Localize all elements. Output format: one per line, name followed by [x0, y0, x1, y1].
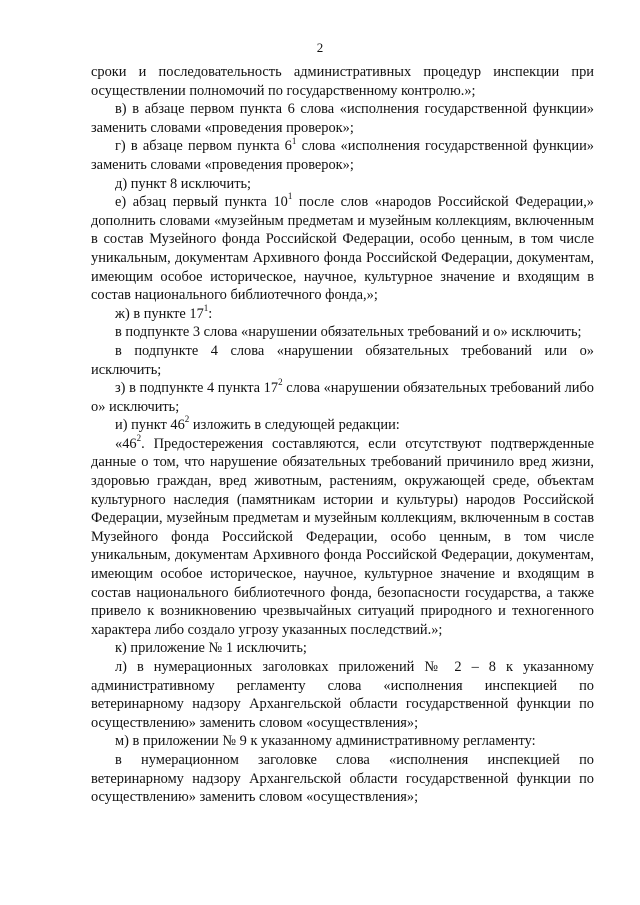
superscript-index: 1 — [291, 135, 297, 146]
paragraph — [91, 100, 594, 137]
paragraph — [91, 658, 594, 732]
paragraph — [91, 137, 594, 174]
document-body — [91, 63, 594, 807]
paragraph-text: м) в приложении № 9 к указанному административному регламенту: — [115, 733, 536, 750]
superscript-index: 1 — [203, 302, 209, 313]
superscript-index: 2 — [136, 433, 142, 444]
paragraph-text: и) пункт 46 — [115, 417, 185, 434]
paragraph-text: после слов «народов Российской Федерации,» дополнить словами «музейным предметам и музейным коллекциям, включенным в состав Музейного фонда Российской Федерации, особо ценным, в том числе уникальным, документам Архивного фонда Российской Федерации, документам, имеющим особое историческое, научное, культурное значение и входящим в состав национального библиотечного фонда,»; — [91, 194, 594, 304]
paragraph — [91, 435, 594, 640]
page-number: 2 — [316, 40, 324, 55]
paragraph-text: в подпункте 3 слова «нарушении обязательных требований и о» исключить; — [115, 324, 582, 341]
paragraph — [91, 63, 594, 100]
paragraph-text: . Предостережения составляются, если отсутствуют подтвержденные данные о том, что нарушение обязательных требований причинило вред жизни, здоровью граждан, вред животным, растениям, окружающей среде, объектам культурного наследия (памятникам истории и культуры) народов Российской Федерации, музейным предметам и музейным коллекциям, включенным в состав Музейного фонда Российской Федерации, особо ценным, в том числе уникальным, документам Архивного фонда Российской Федерации, документам, имеющим особое историческое, научное, культурное значение и входящим в состав национального библиотечного фонда, безопасности государства, а также привело к возникновению чрезвычайных ситуаций природного и техногенного характера либо создало угрозу указанных последствий.»; — [91, 435, 594, 638]
superscript-index: 2 — [184, 414, 190, 425]
paragraph-text: л) в нумерационных заголовках приложений № 2 – 8 к указанному административному регламенту слова «исполнения инспекцией по ветеринарному надзору Архангельской области государственной функции по осуществлению» заменить словом «осуществления»; — [91, 659, 594, 731]
paragraph-text: в подпункте 4 слова «нарушении обязательных требований или о» исключить; — [91, 342, 594, 378]
paragraph — [91, 416, 594, 435]
paragraph-text: слова «исполнения государственной функции» заменить словами «проведения проверок»; — [91, 138, 594, 173]
paragraph — [91, 302, 594, 324]
paragraph-text: сроки и последовательность административных процедур инспекции при осуществлении полномочий по государственному контролю.»; — [91, 64, 594, 99]
paragraph-text: е) абзац первый пункта 10 — [115, 194, 288, 211]
paragraph-text: «46 — [115, 435, 137, 452]
paragraph — [91, 639, 594, 658]
paragraph-text: в нумерационном заголовке слова «исполнения инспекцией по ветеринарному надзору Архангельской области государственной функции по осуществлению» заменить словом «осуществления»; — [91, 751, 594, 806]
paragraph — [91, 323, 594, 342]
superscript-index: 2 — [278, 377, 283, 388]
paragraph-text: г) в абзаце первом пункта 6 — [115, 138, 292, 155]
paragraph-text: в) в абзаце первом пункта 6 слова «исполнения государственной функции» заменить словами «проведения проверок»; — [91, 101, 594, 136]
paragraph — [91, 193, 594, 305]
paragraph — [91, 175, 594, 194]
paragraph — [91, 751, 594, 807]
paragraph-text: к) приложение № 1 исключить; — [115, 640, 307, 657]
paragraph — [91, 379, 594, 416]
paragraph-text: д) пункт 8 исключить; — [115, 175, 252, 192]
paragraph-text: слова «нарушении обязательных требований либо о» исключить; — [91, 380, 594, 415]
superscript-index: 1 — [287, 191, 293, 202]
paragraph — [91, 342, 594, 379]
paragraph-text: изложить в следующей редакции: — [189, 417, 400, 434]
paragraph-text: з) в подпункте 4 пункта 17 — [115, 380, 279, 397]
paragraph — [91, 732, 594, 751]
paragraph-text: : — [208, 305, 213, 322]
paragraph-text: ж) в пункте 17 — [115, 305, 204, 322]
